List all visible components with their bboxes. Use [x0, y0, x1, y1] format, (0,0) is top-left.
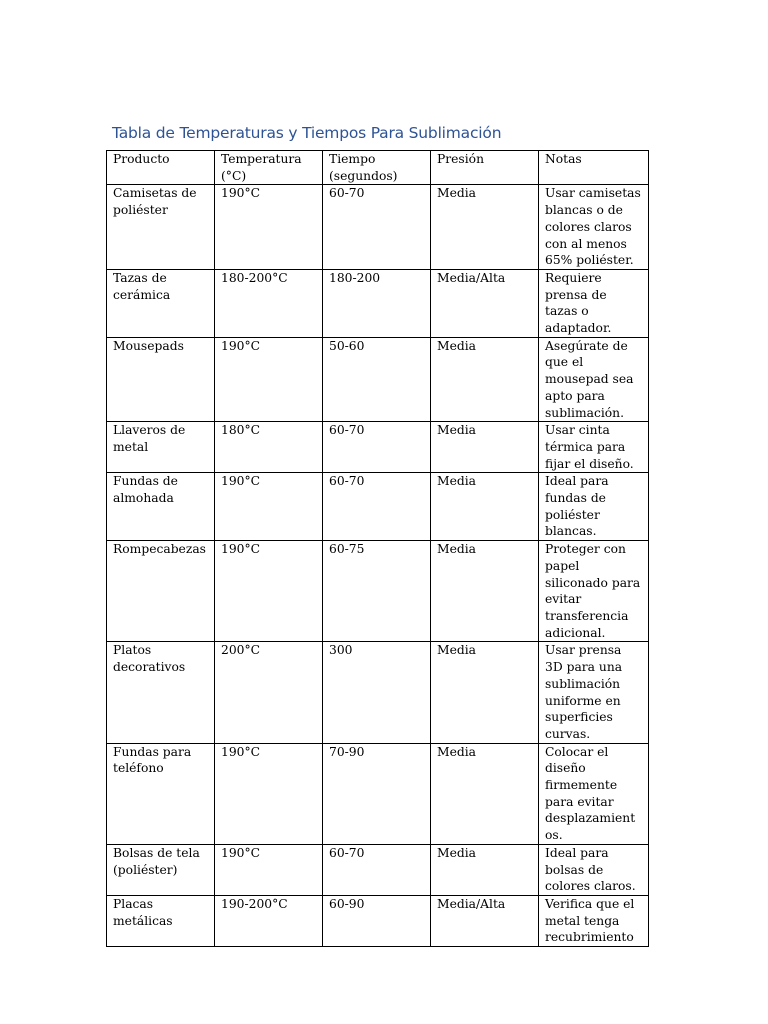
cell-temperatura: 190°C: [215, 743, 323, 844]
cell-presion: Media/Alta: [431, 269, 539, 337]
cell-producto: Tazas de cerámica: [107, 269, 215, 337]
table-row: [107, 541, 649, 642]
cell-producto: Camisetas de poliéster: [107, 185, 215, 270]
cell-producto: Platos decorativos: [107, 642, 215, 743]
cell-producto: Placas metálicas: [107, 895, 215, 946]
cell-tiempo: 60-70: [323, 473, 431, 541]
cell-temperatura: 190°C: [215, 541, 323, 642]
cell-presion: Media/Alta: [431, 895, 539, 946]
cell-tiempo: 60-70: [323, 844, 431, 895]
cell-notas: Proteger con papel siliconado para evitar transferencia adicional.: [539, 541, 649, 642]
cell-producto: Fundas para teléfono: [107, 743, 215, 844]
cell-notas: Verifica que el metal tenga recubrimiento: [539, 895, 649, 946]
cell-temperatura: 190°C: [215, 337, 323, 422]
table-row: [107, 185, 649, 270]
table-row: [107, 844, 649, 895]
cell-producto: Mousepads: [107, 337, 215, 422]
table-row: [107, 642, 649, 743]
table-row: [107, 422, 649, 473]
cell-tiempo: 300: [323, 642, 431, 743]
cell-presion: Media: [431, 743, 539, 844]
sublimation-table: [106, 150, 649, 947]
cell-tiempo: 60-90: [323, 895, 431, 946]
cell-temperatura: 190°C: [215, 185, 323, 270]
cell-temperatura: 190-200°C: [215, 895, 323, 946]
header-presion: Presión: [431, 151, 539, 185]
table-row: [107, 895, 649, 946]
cell-notas: Usar prensa 3D para una sublimación uniforme en superficies curvas.: [539, 642, 649, 743]
header-temperatura: Temperatura (°C): [215, 151, 323, 185]
cell-presion: Media: [431, 422, 539, 473]
table-row: [107, 473, 649, 541]
table-row: [107, 743, 649, 844]
cell-notas: Asegúrate de que el mousepad sea apto para sublimación.: [539, 337, 649, 422]
cell-notas: Colocar el diseño firmemente para evitar desplazamientos.: [539, 743, 649, 844]
cell-notas: Ideal para bolsas de colores claros.: [539, 844, 649, 895]
cell-presion: Media: [431, 473, 539, 541]
cell-temperatura: 180-200°C: [215, 269, 323, 337]
cell-notas: Ideal para fundas de poliéster blancas.: [539, 473, 649, 541]
cell-producto: Llaveros de metal: [107, 422, 215, 473]
cell-temperatura: 190°C: [215, 473, 323, 541]
header-notas: Notas: [539, 151, 649, 185]
cell-notas: Requiere prensa de tazas o adaptador.: [539, 269, 649, 337]
header-producto: Producto: [107, 151, 215, 185]
table-header-row: [107, 151, 649, 185]
cell-temperatura: 180°C: [215, 422, 323, 473]
cell-tiempo: 70-90: [323, 743, 431, 844]
cell-presion: Media: [431, 541, 539, 642]
cell-presion: Media: [431, 844, 539, 895]
header-tiempo: Tiempo (segundos): [323, 151, 431, 185]
cell-notas: Usar cinta térmica para fijar el diseño.: [539, 422, 649, 473]
cell-tiempo: 180-200: [323, 269, 431, 337]
cell-notas: Usar camisetas blancas o de colores claros con al menos 65% poliéster.: [539, 185, 649, 270]
cell-tiempo: 60-70: [323, 185, 431, 270]
cell-tiempo: 50-60: [323, 337, 431, 422]
cell-temperatura: 200°C: [215, 642, 323, 743]
cell-producto: Fundas de almohada: [107, 473, 215, 541]
cell-presion: Media: [431, 337, 539, 422]
cell-tiempo: 60-70: [323, 422, 431, 473]
page-title: Tabla de Temperaturas y Tiempos Para Sublimación: [112, 124, 502, 142]
cell-temperatura: 190°C: [215, 844, 323, 895]
cell-tiempo: 60-75: [323, 541, 431, 642]
cell-producto: Rompecabezas: [107, 541, 215, 642]
table-row: [107, 337, 649, 422]
cell-presion: Media: [431, 642, 539, 743]
cell-presion: Media: [431, 185, 539, 270]
table-row: [107, 269, 649, 337]
cell-producto: Bolsas de tela (poliéster): [107, 844, 215, 895]
